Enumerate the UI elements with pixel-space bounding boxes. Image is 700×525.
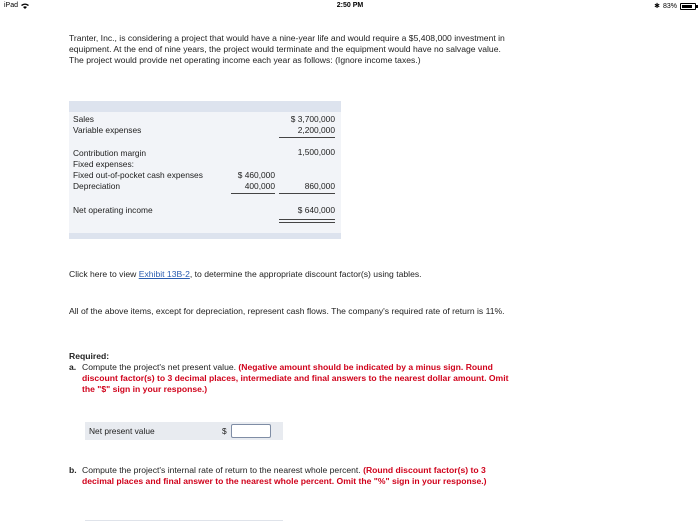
underline [231,193,275,194]
table-footer-band [69,233,341,239]
variable-expenses-value: 2,200,000 [297,125,335,135]
npv-input[interactable] [231,424,271,438]
status-right [654,2,696,10]
table-header-band [69,101,341,112]
status-time: 2:50 PM [336,2,364,9]
net-operating-income-value: $ 640,000 [297,205,335,215]
contribution-margin-value: 1,500,000 [297,147,335,157]
fixed-expenses-label: Fixed expenses: [73,159,134,169]
question-b-instruction: (Round discount factor(s) to 3 decimal places and final answer to the nearest whole percent. Omit the "%" sign in your response.) [82,465,487,486]
fixed-oop-label: Fixed out-of-pocket cash expenses [73,170,203,180]
depreciation-value: 400,000 [244,181,275,191]
sales-value: $ 3,700,000 [290,114,335,124]
battery-icon [680,3,696,10]
bluetooth-icon: ✱ [654,3,660,10]
question-a-instruction: (Negative amount should be indicated by a minus sign. Round discount factor(s) to 3 decimal places, intermediate and final answers to the nearest dollar amount. Omit the "$" sign in your response.) [82,362,509,394]
required-title: Required: [69,351,110,361]
fixed-expenses-total: 860,000 [304,181,335,191]
cashflow-note: All of the above items, except for depreciation, represent cash flows. The company's required rate of return is 11%. [69,306,505,316]
npv-label: Net present value [89,426,155,436]
battery-percent: 83% [662,2,677,10]
contribution-margin-label: Contribution margin [73,148,147,158]
status-bar [0,0,700,12]
question-b-item [69,465,519,487]
required-section [69,351,519,395]
exhibit-instruction [69,269,509,280]
underline [279,193,335,194]
depreciation-label: Depreciation [73,181,121,191]
variable-expenses-label: Variable expenses [73,125,142,135]
question-a-letter: a. [69,362,77,372]
question-b-letter: b. [69,465,77,475]
npv-currency: $ [222,426,227,436]
double-underline [279,222,335,223]
npv-answer-row [85,422,283,440]
problem-intro: Tranter, Inc., is considering a project that would have a nine-year life and would require a $5,408,000 investment in equipment. At the end of nine years, the project would terminate and the equipment would have no salvage value. The project would provide net operating income each year as follows: (Ignore income taxes.) [69,33,505,65]
exhibit-link[interactable]: Exhibit 13B-2 [138,269,190,279]
fixed-oop-value: $ 460,000 [237,170,275,180]
exhibit-suffix: , to determine the appropriate discount factor(s) using tables. [189,269,422,279]
exhibit-prefix: Click here to view [69,269,139,279]
double-underline [279,219,335,220]
question-a [69,362,519,395]
underline [279,137,335,138]
irr-answer-row-edge [85,520,283,521]
net-operating-income-label: Net operating income [73,205,153,215]
income-statement-table [69,101,341,239]
question-b-text: Compute the project's internal rate of return to the nearest whole percent. [82,465,364,475]
sales-label: Sales [73,114,94,124]
device-name: iPad [4,2,19,9]
question-a-text: Compute the project's net present value. [82,362,239,372]
question-b [69,465,519,487]
